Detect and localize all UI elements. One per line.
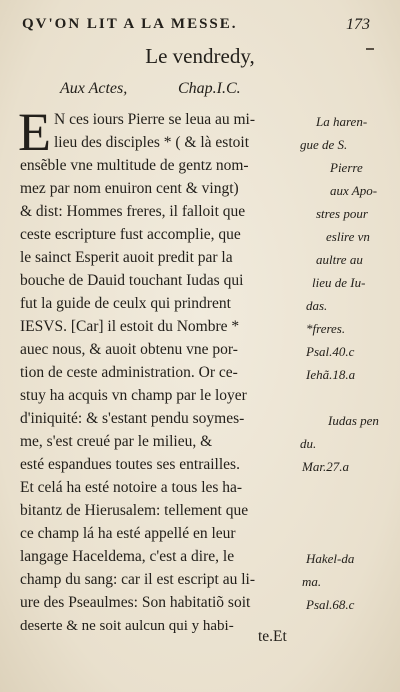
margin-note: Psal.40.c [306,344,355,359]
margin-note: Mar.27.a [302,459,349,474]
body-line: & dist: Hommes freres, il falloit que [20,203,246,220]
body-line: deserte & ne soit aulcun qui y habi- [20,618,234,634]
page-number: 173 [346,16,370,33]
body-line: ceste escripture fust accomplie, que [20,226,241,243]
margin-note: aultre au [316,252,363,267]
section-source: Aux Actes, [60,80,128,97]
section-heading [60,80,310,102]
section-chapter: Chap.I.C. [178,80,241,97]
body-line: fut la guide de ceulx qui prindrent [20,295,231,312]
body-line: me, s'est creué par le milieu, & [20,433,213,450]
page-subtitle: Le vendredy, [145,44,255,68]
body-line: ure des Pseaulmes: Son habitatiõ soit [20,594,251,611]
body-line: ensẽble vne multitude de gentz nom- [20,157,249,174]
margin-note: Psal.68.c [306,597,355,612]
body-line: d'iniquité: & s'estant pendu soymes- [20,410,245,427]
body-line: bouche de Dauid touchant Iudas qui [20,272,244,289]
drop-cap: E [18,102,51,162]
catchword: te.Et [258,628,287,645]
margin-note: gue de S. [300,137,348,152]
running-head-title: QV'ON LIT A LA MESSE. [22,16,238,32]
body-line: tion de ceste administration. Or ce- [20,364,238,381]
body-line: lieu des disciples * ( & là estoit [54,134,250,151]
margin-note: La haren- [316,114,368,129]
body-line: ce champ lá ha esté appellé en leur [20,525,236,542]
body-line: IESVS. [Car] il estoit du Nombre * [20,318,240,335]
body-line: stuy ha acquis vn champ par le loyer [20,387,247,404]
margin-note: Iehã.18.a [306,367,356,382]
margin-note: Iudas pen [328,413,379,428]
body-line: auec nous, & auoit obtenu vne por- [20,341,238,358]
body-line: bitantz de Hierusalem: tellement que [20,502,249,519]
margin-note: eslire vn [326,229,370,244]
body-line: le sainct Esperit auoit predit par la [20,249,233,266]
body-line: Et celá ha esté notoire a tous les ha- [20,479,243,496]
margin-note: *freres. [306,321,346,336]
margin-note: lieu de Iu- [312,275,366,290]
margin-note: stres pour [316,206,368,221]
body-line: mez par nom enuiron cent & vingt) [20,180,239,197]
body-line: N ces iours Pierre se leua au mi- [54,111,256,128]
margin-note: du. [300,436,317,451]
margin-note: Pierre [330,160,363,175]
margin-note: Hakel-da [306,551,355,566]
body-line: champ du sang: car il est escript au li- [20,571,256,588]
margin-note: aux Apo- [330,183,378,198]
body-line: langage Haceldema, c'est a dire, le [20,548,235,565]
body-line: esté espandues toutes ses entrailles. [20,456,240,473]
margin-note: ma. [302,574,322,589]
margin-note: das. [306,298,328,313]
running-head [22,16,378,38]
